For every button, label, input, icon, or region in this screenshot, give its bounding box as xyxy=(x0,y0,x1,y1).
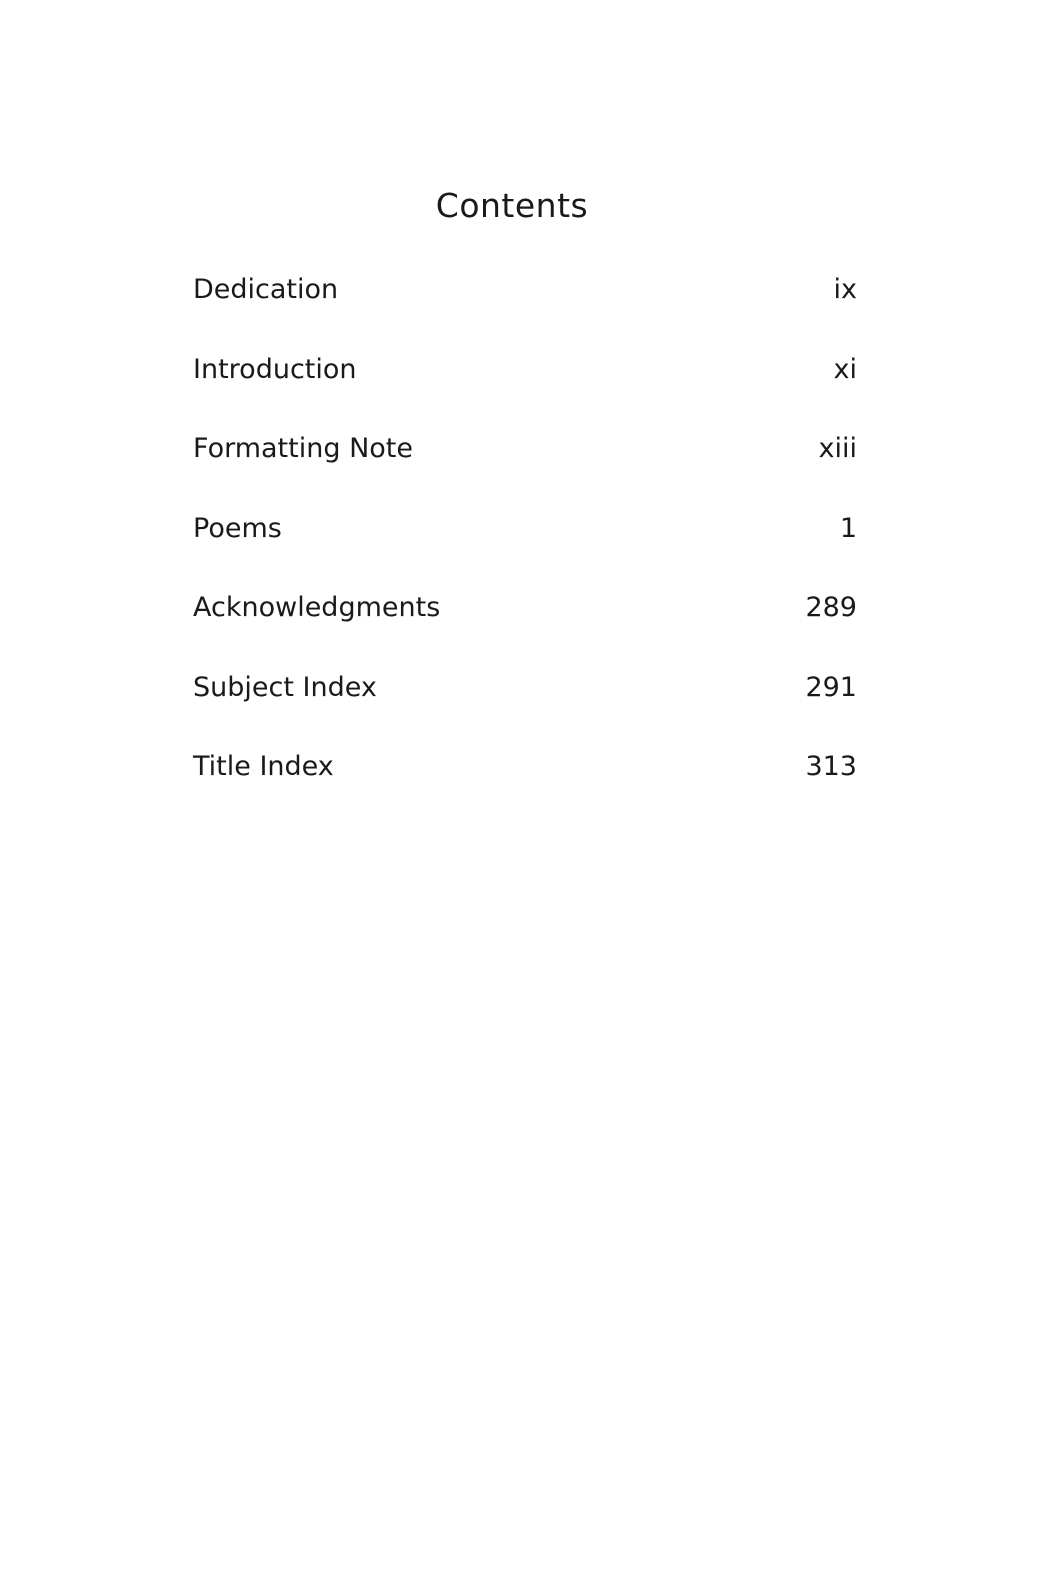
table-of-contents xyxy=(193,268,857,825)
toc-entry-label: Poems xyxy=(193,512,282,544)
toc-entry-introduction[interactable] xyxy=(193,348,857,428)
toc-entry-page-number: xiii xyxy=(818,433,857,464)
toc-entry-dedication[interactable] xyxy=(193,268,857,348)
contents-heading: Contents xyxy=(435,186,589,225)
toc-entry-label: Introduction xyxy=(193,353,357,385)
toc-entry-page-number: ix xyxy=(833,274,857,305)
toc-entry-poems[interactable] xyxy=(193,507,857,587)
toc-entry-page-number: xi xyxy=(833,353,857,385)
toc-entry-formatting-note[interactable] xyxy=(193,427,857,507)
toc-entry-label: Acknowledgments xyxy=(193,592,441,623)
toc-entry-page-number: 1 xyxy=(839,512,857,544)
toc-entry-acknowledgments[interactable] xyxy=(193,586,857,666)
toc-entry-page-number: 289 xyxy=(805,592,857,623)
toc-entry-label: Subject Index xyxy=(193,671,377,703)
toc-entry-page-number: 291 xyxy=(805,671,857,703)
toc-entry-label: Formatting Note xyxy=(193,433,413,464)
toc-entry-label: Title Index xyxy=(193,751,334,782)
toc-entry-page-number: 313 xyxy=(805,751,857,782)
toc-entry-label: Dedication xyxy=(193,274,339,305)
toc-entry-title-index[interactable] xyxy=(193,745,857,825)
toc-entry-subject-index[interactable] xyxy=(193,666,857,746)
